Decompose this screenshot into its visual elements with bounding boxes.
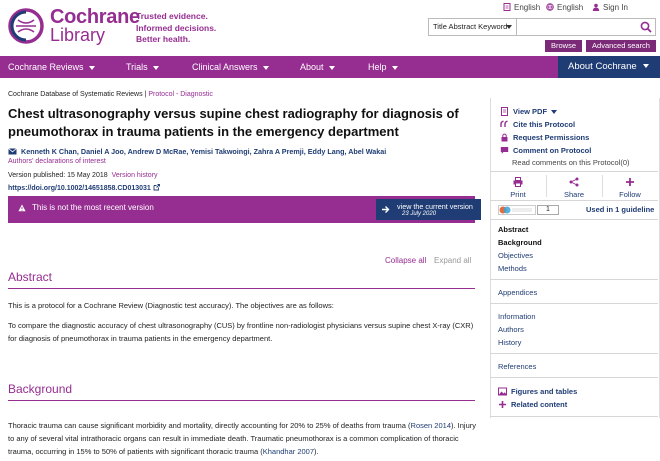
logo-name-line1[interactable]: Cochrane [50, 6, 140, 28]
background-text-a: Thoracic trauma can cause significant morbidity and mortality, directly accounting for 20% to 25% of deaths from trauma ( [8, 421, 411, 430]
permissions-link[interactable] [500, 133, 589, 142]
notice-text: This is not the most recent version [32, 203, 154, 212]
current-version-label: view the current version [397, 202, 473, 211]
share-label: Share [563, 190, 584, 199]
nav-clinical-answers[interactable] [192, 56, 269, 78]
version-published: Version published: 15 May 2018 [8, 172, 108, 179]
background-heading[interactable]: Background [8, 382, 73, 396]
nav-about-cochrane[interactable] [558, 56, 660, 78]
breadcrumb-type[interactable]: Protocol - Diagnostic [148, 91, 213, 98]
background-text-b: ). Injury to any of several vital intrathoracic organs can result in immediate death. Traumatic pneumothorax is a common complication of thoracic trauma, occurring in 15% to 50% of patients with significant thoracic trauma ( [8, 421, 477, 456]
cite-label: Cite this Protocol [513, 120, 576, 129]
tagline-line1: Trusted evidence. [136, 11, 208, 21]
guideline-link[interactable]: Used in 1 guideline [586, 205, 655, 214]
version-notice [8, 196, 475, 223]
declarations-link[interactable]: Authors' declarations of interest [8, 158, 106, 165]
document-icon [503, 3, 511, 11]
advanced-search-button[interactable]: Advanced search [586, 40, 656, 52]
nav-help[interactable] [368, 56, 398, 78]
nav-cochrane-reviews[interactable] [8, 56, 95, 78]
sidebar-divider [490, 416, 658, 417]
language-link-1[interactable] [503, 1, 540, 13]
toc-appendices[interactable]: Appendices [498, 288, 538, 297]
follow-button[interactable] [602, 177, 658, 199]
share-icon [569, 177, 579, 187]
nav-about-label: About [300, 62, 324, 72]
language-link-2[interactable] [546, 1, 583, 13]
sidebar-divider [490, 219, 658, 220]
print-label: Print [510, 190, 526, 199]
sidebar-divider [490, 200, 658, 201]
chevron-down-icon [506, 25, 512, 29]
comment-label: Comment on Protocol [513, 146, 592, 155]
plus-icon [625, 177, 635, 187]
search-scope-select[interactable] [429, 19, 517, 35]
related-content-label: Related content [511, 400, 568, 409]
chevron-down-icon [89, 66, 95, 70]
nav-cochrane-reviews-label: Cochrane Reviews [8, 62, 84, 72]
toc-objectives[interactable]: Objectives [498, 251, 534, 260]
chevron-down-icon [153, 66, 159, 70]
plus-icon [498, 400, 507, 409]
cochrane-logo-icon[interactable] [8, 8, 44, 44]
image-icon [498, 387, 507, 396]
background-paragraph-1 [8, 419, 476, 458]
logo-name-line2[interactable]: Library [50, 25, 106, 45]
abstract-divider [8, 288, 475, 289]
notice-message [18, 203, 154, 212]
toc-abstract[interactable]: Abstract [498, 225, 529, 234]
language-label-2: English [557, 2, 584, 12]
altmetric-badge-icon[interactable] [498, 205, 536, 215]
related-content-link[interactable] [498, 400, 567, 409]
abstract-paragraph-1: This is a protocol for a Cochrane Review (Diagnostic test accuracy). The objectives are as follows: [8, 301, 334, 310]
authors-list[interactable]: Kenneth K Chan, Daniel A Joo, Andrew D McRae, Yemisi Takwoingi, Zahra A Premji, Eddy Lang, Abel Wakai [21, 147, 387, 156]
print-button[interactable] [490, 177, 546, 199]
arrow-right-icon [381, 205, 390, 214]
tagline-line2: Informed decisions. [136, 22, 217, 33]
toc-references[interactable]: References [498, 362, 537, 371]
sidebar-divider [490, 279, 658, 280]
toc-history[interactable]: History [498, 338, 522, 347]
cite-link[interactable] [500, 120, 575, 129]
nav-about[interactable] [300, 56, 335, 78]
browse-button[interactable]: Browse [545, 40, 582, 52]
version-history-link[interactable]: Version history [111, 172, 158, 179]
chevron-down-icon [263, 66, 269, 70]
user-icon [592, 3, 600, 11]
search-input[interactable] [518, 19, 636, 35]
figures-tables-label: Figures and tables [511, 387, 578, 396]
version-info [8, 172, 158, 179]
background-divider [8, 400, 475, 401]
doi-link[interactable] [8, 184, 160, 192]
follow-label: Follow [619, 190, 641, 199]
read-comments-text: Read comments on this Protocol(0) [512, 158, 630, 167]
print-icon [513, 177, 523, 187]
abstract-paragraph-2: To compare the diagnostic accuracy of chest ultrasonography (CUS) by frontline non-radiologist physicians versus supine chest X-ray (CXR) for diagnosis of pneumothorax in trauma patients in the emergency department. [8, 321, 474, 343]
share-button[interactable] [546, 177, 602, 199]
reference-link-rosen[interactable]: Rosen 2014 [410, 421, 451, 430]
language-label-1: English [514, 2, 541, 12]
abstract-heading[interactable]: Abstract [8, 270, 53, 284]
breadcrumb [8, 91, 213, 98]
nav-help-label: Help [368, 62, 387, 72]
view-pdf-link[interactable] [500, 107, 557, 116]
expand-all-link[interactable]: Expand all [434, 256, 472, 265]
toc-background[interactable]: Background [498, 238, 542, 247]
external-link-icon [153, 184, 160, 191]
search-bar [428, 18, 656, 36]
sidebar-divider [490, 353, 658, 354]
figures-tables-link[interactable] [498, 387, 577, 396]
doi-text: https://doi.org/10.1002/14651858.CD013031 [8, 185, 151, 192]
tagline [136, 11, 216, 46]
tagline-line3: Better health. [136, 34, 191, 44]
altmetric-count[interactable]: 1 [537, 205, 559, 215]
breadcrumb-database[interactable]: Cochrane Database of Systematic Reviews [8, 91, 143, 98]
search-scope-value: Title Abstract Keyword [433, 22, 508, 31]
toc-information[interactable]: Information [498, 312, 536, 321]
lock-icon [500, 133, 509, 142]
sidebar-divider [490, 171, 658, 172]
toc-methods[interactable]: Methods [498, 264, 527, 273]
about-cochrane-label: About Cochrane [568, 61, 637, 72]
page-title: Chest ultrasonography versus supine chest radiography for diagnosis of pneumothorax in trauma patients in the emergency department [8, 106, 459, 139]
globe-icon [546, 3, 554, 11]
chevron-down-icon [551, 110, 557, 114]
sign-in-link[interactable] [592, 1, 628, 13]
authors-line [8, 147, 386, 156]
site-header [0, 0, 660, 56]
view-pdf-label: View PDF [513, 107, 548, 116]
view-current-version-button[interactable] [376, 199, 481, 220]
nav-clinical-answers-label: Clinical Answers [192, 62, 258, 72]
comment-link[interactable] [500, 146, 591, 155]
reference-link-khandhar[interactable]: Khandhar 2007 [262, 447, 315, 456]
search-icon[interactable] [640, 21, 652, 33]
sidebar-divider [490, 303, 658, 304]
quote-icon [500, 120, 509, 129]
comment-icon [500, 146, 509, 155]
nav-trials-label: Trials [126, 62, 148, 72]
breadcrumb-separator: | [142, 91, 149, 98]
sidebar-divider [490, 377, 658, 378]
permissions-label: Request Permissions [513, 133, 590, 142]
sign-in-label: Sign In [603, 2, 628, 12]
warning-icon [18, 204, 26, 212]
background-text-c: ). [314, 447, 319, 456]
collapse-all-link[interactable]: Collapse all [385, 256, 427, 265]
nav-trials[interactable] [126, 56, 159, 78]
chevron-down-icon [329, 66, 335, 70]
chevron-down-icon [392, 66, 398, 70]
toc-authors[interactable]: Authors [498, 325, 524, 334]
pdf-document-icon [500, 107, 509, 116]
envelope-icon[interactable] [8, 148, 17, 155]
chevron-down-icon [643, 64, 649, 68]
current-version-date: 23 July 2020 [402, 211, 437, 217]
